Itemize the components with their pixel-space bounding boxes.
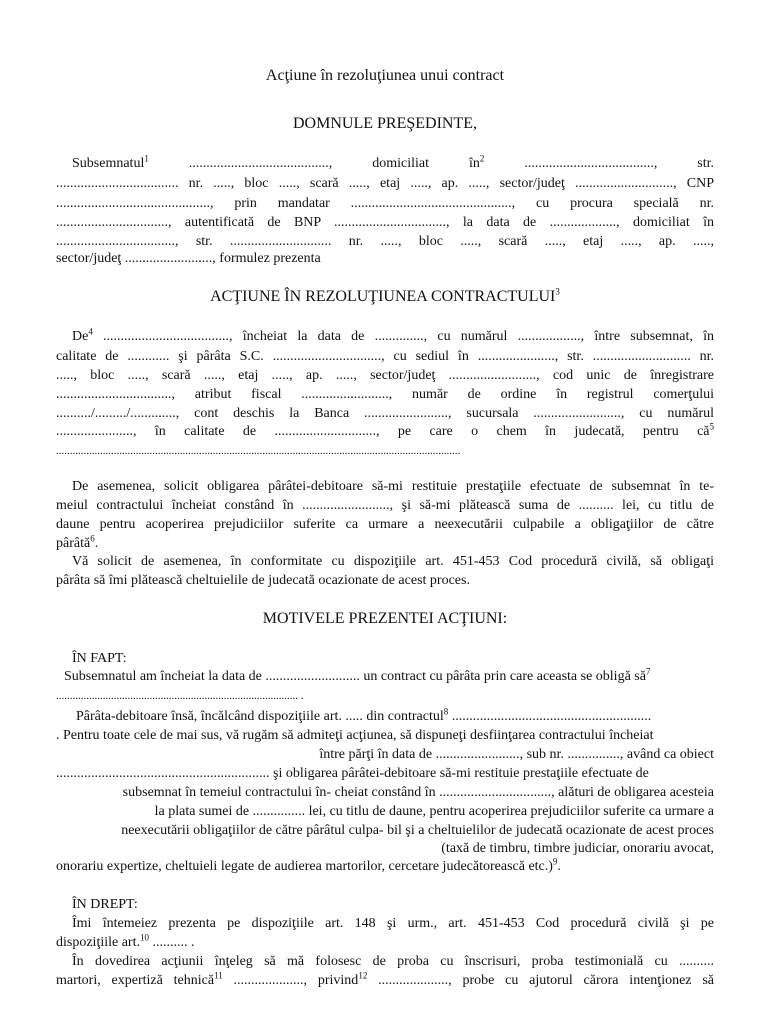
section-heading: ACŢIUNE ÎN REZOLUŢIUNEA CONTRACTULUI$^3$ [210,286,560,305]
text-line: Pârâta-debitoare însă, încălcând dispoziţiile art. ..... din contractul$^8$ ......................................................... [76,706,652,724]
document-title: Acţiune în rezoluţiunea unui contract [265,67,505,84]
text-line: Vă solicit de asemenea, în conformitate cu dispoziţiile art. 451-453 Cod procedură civilă, să obligaţi [72,554,714,569]
text-line: subsemnat în temeiul contractului în- cheiat constând în ................................, alături de obligarea acesteia [122,785,714,800]
text-line: De$^4$ ...................................., încheiat la data de .............., cu numărul .................., între subsemnat, în [72,326,714,344]
text-line: la plata sumei de ............... lei, cu titlu de daune, pentru acoperirea prejudiciilor suferite ca urmare a [154,804,714,819]
text-line: ............................................................. şi obligarea pârâtei-debitoare să-mi restituie prestaţiile efectuate de [56,766,649,781]
text-line: calitate de ............ şi pârâta S.C. ..............................., cu sediul în ......................, str. ............................ nr. [56,349,714,364]
text-line: Îmi întemeiez prezenta pe dispoziţiile art. 148 şi urm., art. 451-453 Cod procedură civilă şi pe [72,916,714,931]
text-line: (taxă de timbru, timbre judiciar, onorariu avocat, [441,841,714,856]
text-line: Subsemnatul$^1$ ........................................, domiciliat $în^2$ ....................................., str. [72,153,714,171]
subsection-heading: ÎN FAPT: [72,651,127,666]
text-line: ............................................, prin mandatar .............................................., cu procura specială nr. [56,196,714,211]
text-line: În dovedirea acţiunii înţeleg să mă folosesc de proba cu înscrisuri, proba testimonială cu .......... [72,954,714,969]
text-line: între părţi în data de ........................, sub nr. ..............., având ca obiect [319,747,714,762]
text-line: De asemenea, solicit obligarea pârâtei-debitoare să-mi restituie prestaţiile efectuate de subsemnat în te- [72,479,714,494]
subsection-heading: ÎN DREPT: [72,897,138,912]
text-line: neexecutării obligaţiilor de către pârâtul culpa- bil şi a cheltuielilor de judecată ocazionate de acest proces [121,823,714,838]
text-line: onorariu expertize, cheltuieli legate de audierea martorilor, cercetare judecătorească etc.)$^9$. [56,856,561,874]
section-heading: MOTIVELE PREZENTEI ACŢIUNI: [262,610,508,627]
text-line: pârâtă$^6$. [56,533,99,551]
text-line: pârâta să îmi plătească cheltuielile de judecată ocazionate de acest proces. [56,573,470,588]
text-line: meiul contractului încheiat constând în ........................., şi să-mi plătească suma de .......... lei, cu titlu de [56,498,714,513]
salutation-heading: DOMNULE PREŞEDINTE, [293,115,477,132]
text-line: ................................., atribut fiscal ........................., număr de ordine în registrul comerţului [56,387,714,402]
text-line: martori, expertiză tehnică$^{11}$ ...................., privind$^{12}$ ...................., probe cu ajutorul cărora intenţionez să [56,970,714,988]
text-line: Subsemnatul am încheiat la data de ........................... un contract cu pârâta prin care aceasta se obligă $să^7$ [64,666,651,684]
text-line: daune pentru acoperirea prejudiciilor suferite ca urmare a neexecutării culpabile a obligaţiilor de către [56,517,714,532]
text-line: ....., bloc ....., scară ....., etaj ....., ap. ....., sector/judeţ ........................., cod unic de înregistrare [56,368,714,383]
text-line: ........................................................................................ . [56,690,304,702]
text-line: ................................................................................................................................................... [56,445,461,457]
text-line: ................................, autentificată de BNP ................................, la data de ..................., domiciliat în [56,215,714,230]
text-line: sector/judeţ ........................., formulez prezenta [56,251,321,266]
text-line: ......................, în calitate de ............................., pe care o chem în judecată, pentru $că^5$ [56,421,714,439]
text-line: . Pentru toate cele de mai sus, vă rugăm să admiteţi acţiunea, să dispuneţi desfiinţarea contractului încheiat [56,728,654,743]
text-line: ........../........./............., cont deschis la Banca ........................, sucursala ........................., cu numărul [56,406,714,421]
text-line: dispoziţiile art.$^{10}$ .......... . [56,932,195,950]
text-line: .................................., str. ............................. nr. ....., bloc ....., scară ....., etaj ....., ap. ....., [56,234,714,249]
text-line: ................................... nr. ....., bloc ....., scară ....., etaj ....., ap. ....., sector/judeţ ............................, CNP [56,176,714,191]
